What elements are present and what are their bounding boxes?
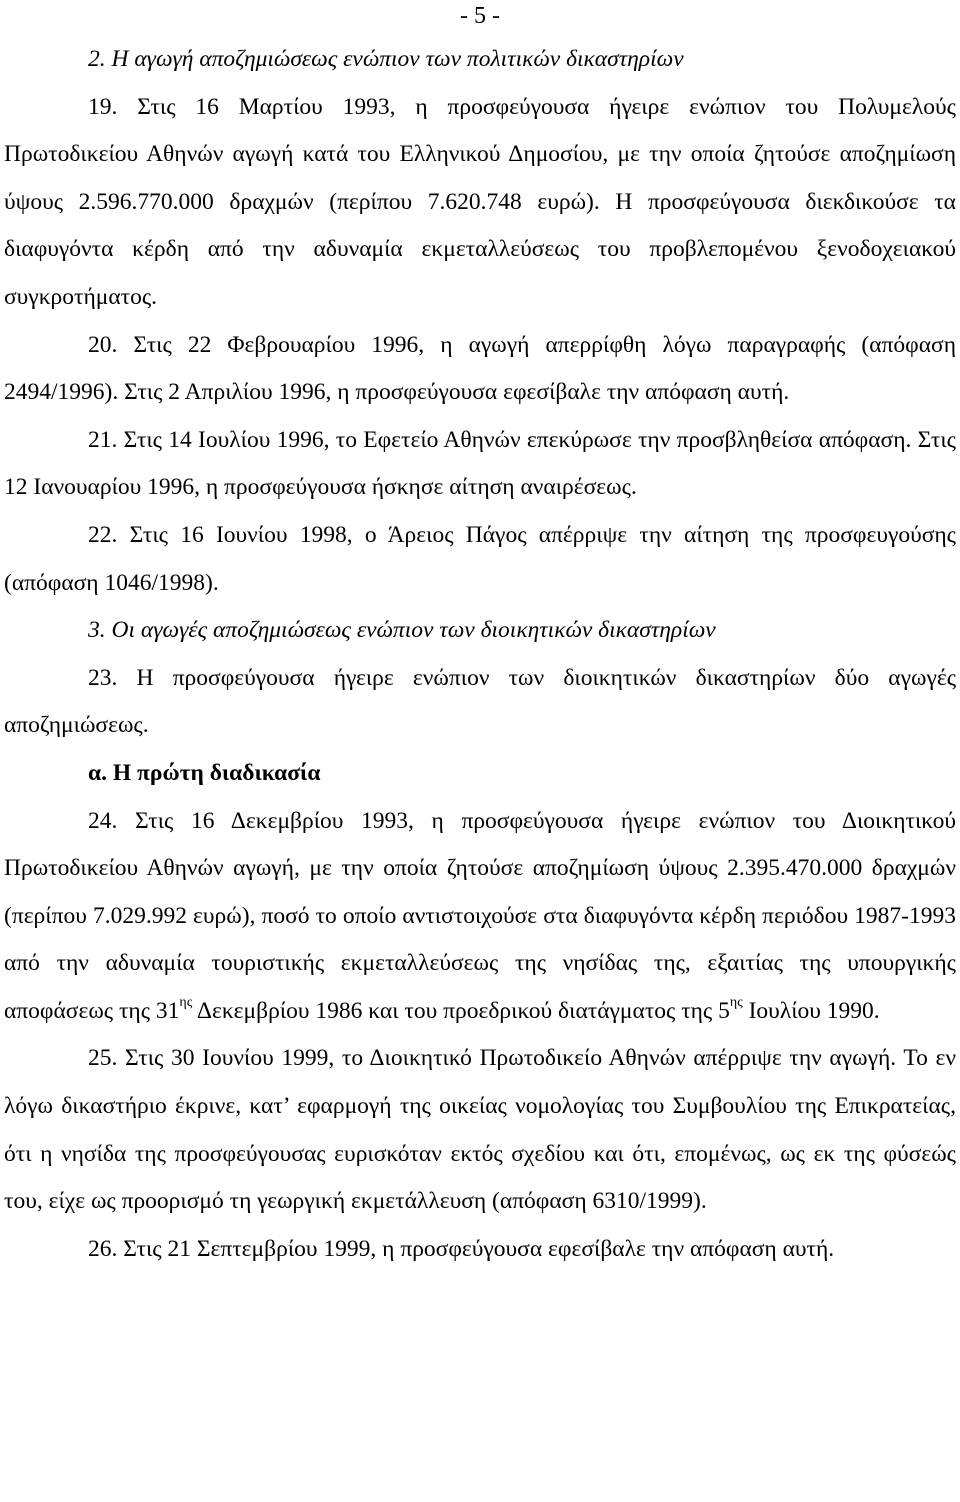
paragraph-23: 23. Η προσφεύγουσα ήγειρε ενώπιον των διοικητικών δικαστηρίων δύο αγωγές αποζημιώσεως. — [4, 664, 956, 739]
page-number: - 5 - — [460, 3, 500, 29]
paragraph-24 — [4, 798, 956, 1036]
paragraph-19: 19. Στις 16 Μαρτίου 1993, η προσφεύγουσα ήγειρε ενώπιον του Πολυμελούς Πρωτοδικείου Αθηνών αγωγή κατά του Ελληνικού Δημοσίου, με την οποία ζητούσε αποζημίωση ύψους 2.596.770.000 δραχμών (περίπου 7.620.748 ευρώ). Η προσφεύγουσα διεκδικούσε τα διαφυγόντα κέρδη από την αδυναμία εκμεταλλεύσεως του προβλεπομένου ξενοδοχειακού συγκροτήματος. — [4, 93, 956, 310]
paragraph-24-text-c: Ιουλίου 1990. — [742, 997, 880, 1024]
subsection-heading-a: α. Η πρώτη διαδικασία — [88, 759, 321, 786]
ordinal-suffix: ης — [729, 994, 743, 1010]
paragraph-20: 20. Στις 22 Φεβρουαρίου 1996, η αγωγή απερρίφθη λόγω παραγραφής (απόφαση 2494/1996). Στις 2 Απριλίου 1996, η προσφεύγουσα εφεσίβαλε την απόφαση αυτή. — [4, 331, 956, 406]
paragraph-25: 25. Στις 30 Ιουνίου 1999, το Διοικητικό Πρωτοδικείο Αθηνών απέρριψε την αγωγή. Το εν λόγω δικαστήριο έκρινε, κατ’ εφαρμογή της οικείας νομολογίας του Συμβουλίου της Επικρατείας, ότι η νησίδα της προσφεύγουσας ευρισκόταν εκτός σχεδίου και ότι, επομένως, ως εκ της φύσεώς του, είχε ως προορισμό τη γεωργική εκμετάλλευση (απόφαση 6310/1999). — [4, 1045, 956, 1215]
document-body — [4, 36, 956, 1273]
paragraph-22: 22. Στις 16 Ιουνίου 1998, ο Άρειος Πάγος απέρριψε την αίτηση της προσφευγούσης (απόφαση 1046/1998). — [4, 521, 956, 596]
section-heading-2: 2. Η αγωγή αποζημιώσεως ενώπιον των πολιτικών δικαστηρίων — [88, 46, 684, 72]
ordinal-suffix: ης — [179, 994, 193, 1010]
paragraph-24-text-a: 24. Στις 16 Δεκεμβρίου 1993, η προσφεύγουσα ήγειρε ενώπιον του Διοικητικού Πρωτοδικείου Αθηνών αγωγή, με την οποία ζητούσε αποζημίωση ύψους 2.395.470.000 δραχμών (περίπου 7.029.992 ευρώ), ποσό το οποίο αντιστοιχούσε στα διαφυγόντα κέρδη περιόδου 1987-1993 από την αδυναμία τουριστικής εκμεταλλεύσεως της νησίδας της, εξαιτίας της υπουργικής αποφάσεως της 31 — [4, 807, 956, 1024]
section-heading-3: 3. Οι αγωγές αποζημιώσεως ενώπιον των διοικητικών δικαστηρίων — [88, 617, 716, 644]
paragraph-24-text-b: Δεκεμβρίου 1986 και του προεδρικού διατάγματος της 5 — [192, 997, 730, 1024]
paragraph-21: 21. Στις 14 Ιουλίου 1996, το Εφετείο Αθηνών επεκύρωσε την προσβληθείσα απόφαση. Στις 12 Ιανουαρίου 1996, η προσφεύγουσα ήσκησε αίτηση αναιρέσεως. — [4, 426, 956, 501]
paragraph-26: 26. Στις 21 Σεπτεμβρίου 1999, η προσφεύγουσα εφεσίβαλε την απόφαση αυτή. — [88, 1235, 835, 1262]
